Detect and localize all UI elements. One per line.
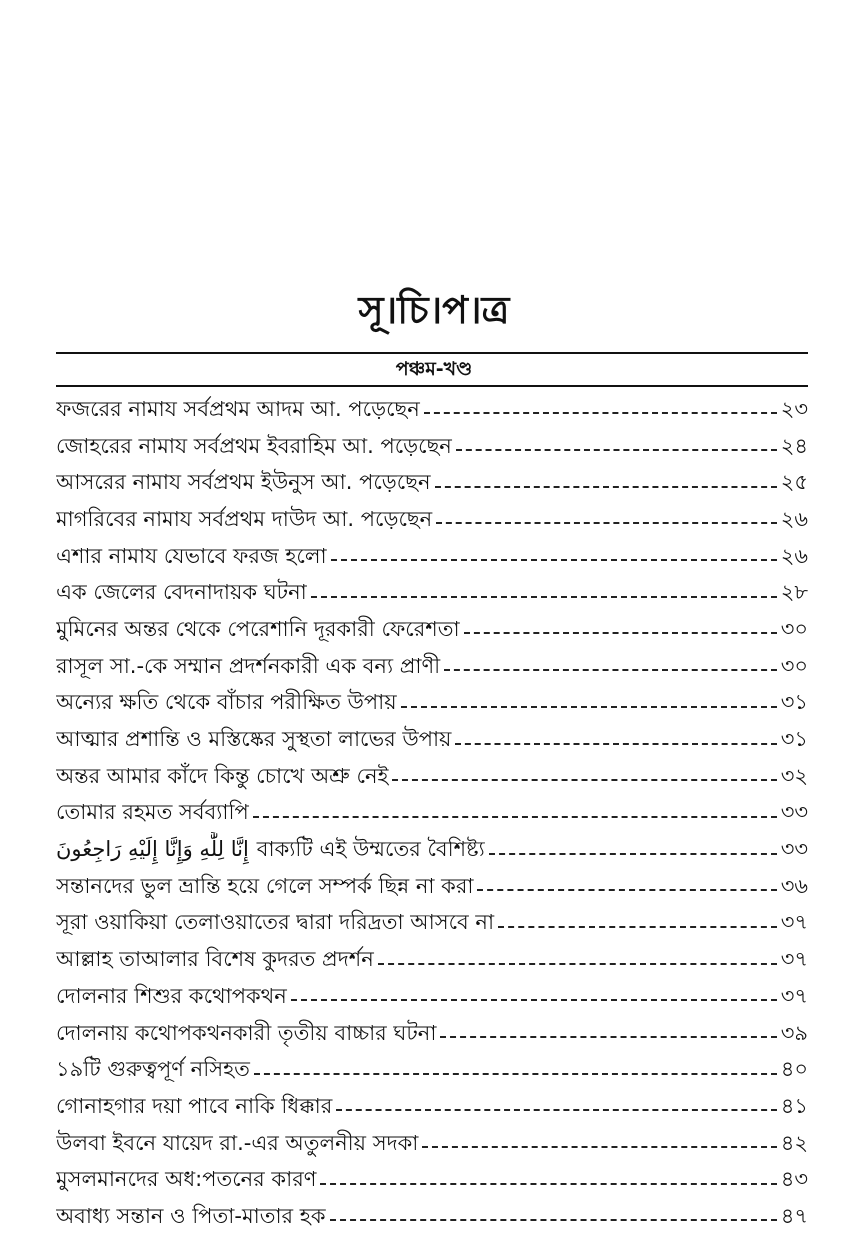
toc-entry-text: মুমিনের অন্তর থেকে পেরেশানি দূরকারী ফেরেশতা (56, 616, 460, 641)
toc-entry-text: আত্মার প্রশান্তি ও মস্তিষ্কের সুস্থতা লাভের উপায় (56, 727, 452, 752)
toc-entry-text: দোলনার শিশুর কথোপকথন (56, 983, 287, 1008)
toc-entry-text: রাসূল সা.-কে সম্মান প্রদর্শনকারী এক বন্য প্রাণী (56, 653, 441, 678)
page-title: সূ।চি।প।ত্র (358, 288, 510, 332)
toc-entry-text: ১৯টি গুরুত্বপূর্ণ নসিহত (56, 1057, 250, 1082)
toc-entry (56, 1052, 808, 1089)
toc-entry-page: ৪৭ (780, 1203, 808, 1228)
dot-leader (331, 559, 777, 561)
dot-leader (320, 1183, 776, 1185)
toc-entry (56, 686, 808, 723)
toc-entry (56, 392, 808, 429)
toc-entry (56, 832, 808, 869)
toc-entry (56, 796, 808, 833)
toc-entry-page: ৩৯ (780, 1020, 808, 1045)
toc-entry-page: ২৪ (780, 433, 808, 458)
toc-entry-page: ৩০ (780, 653, 808, 678)
toc-entry-title (56, 906, 494, 941)
toc-entry-page: ২৮ (780, 580, 808, 605)
section-heading: পঞ্চম-খণ্ড (395, 358, 473, 380)
toc-entry-page: ৩৩ (780, 800, 808, 825)
dot-leader (440, 1036, 776, 1038)
toc-entry-text: উলবা ইবনে যায়েদ রা.-এর অতুলনীয় সদকা (56, 1130, 419, 1155)
toc-entry-title (56, 393, 420, 428)
toc-entry-page: ৩১ (780, 690, 808, 715)
toc-entry-title (56, 540, 327, 575)
toc-entry-page: ৩০ (780, 616, 808, 641)
toc-entry-title (56, 760, 388, 795)
toc-entry-page: ৪২ (780, 1130, 808, 1155)
toc-entry-title (56, 980, 287, 1015)
dot-leader (291, 999, 777, 1001)
toc-entry-page: ২৩ (780, 396, 808, 421)
toc-entry (56, 869, 808, 906)
dot-leader (455, 743, 776, 745)
toc-entry (56, 1016, 808, 1053)
toc-entry-page: ২৬ (780, 506, 808, 531)
toc-entry-title (56, 576, 307, 611)
dot-leader (464, 632, 777, 634)
toc-entry-title (56, 870, 473, 905)
toc-entry-page: ৩৭ (780, 910, 808, 935)
toc-entry-title (56, 833, 485, 868)
toc-entry (56, 759, 808, 796)
toc-entry-title (56, 1127, 418, 1162)
toc-entry-text: বাক্যটি এই উম্মতের বৈশিষ্ট্য (256, 837, 485, 862)
toc-entry-text: আল্লাহ তাআলার বিশেষ কুদরত প্রদর্শন (56, 947, 374, 972)
toc-entry (56, 575, 808, 612)
dot-leader (392, 779, 776, 781)
dot-leader (435, 486, 777, 488)
toc-entry-text: অন্যের ক্ষতি থেকে বাঁচার পরীক্ষিত উপায় (56, 690, 397, 715)
toc-entry-page: ৩১ (780, 727, 808, 752)
toc-entry-page: ২৫ (780, 470, 808, 495)
toc-entry (56, 979, 808, 1016)
toc-entry-page: ৪০ (780, 1057, 808, 1082)
toc-entry-text: এশার নামায যেভাবে ফরজ হলো (56, 543, 327, 568)
dot-leader (254, 1073, 777, 1075)
toc-list (56, 392, 808, 1236)
dot-leader (424, 412, 777, 414)
toc-entry-text: দোলনায় কথোপকথনকারী তৃতীয় বাচ্চার ঘটনা (56, 1020, 437, 1045)
toc-entry-title (56, 613, 460, 648)
toc-entry-page: ৩২ (780, 763, 808, 788)
toc-entry-title (56, 1200, 326, 1235)
toc-entry-title (56, 1017, 436, 1052)
dot-leader (330, 1219, 777, 1221)
toc-entry (56, 502, 808, 539)
dot-leader (253, 816, 777, 818)
toc-entry (56, 649, 808, 686)
toc-entry-text: জোহরের নামায সর্বপ্রথম ইবরাহিম আ. পড়েছেন (56, 433, 452, 458)
toc-entry-title (56, 466, 431, 501)
toc-entry-title (56, 1163, 316, 1198)
toc-entry (56, 1089, 808, 1126)
toc-entry-page: ৩৭ (780, 947, 808, 972)
toc-entry (56, 465, 808, 502)
toc-entry-page: ২৬ (780, 543, 808, 568)
dot-leader (436, 522, 777, 524)
dot-leader (489, 853, 777, 855)
toc-entry (56, 1126, 808, 1163)
dot-leader (456, 449, 777, 451)
dot-leader (422, 1146, 776, 1148)
toc-entry (56, 539, 808, 576)
toc-entry (56, 722, 808, 759)
dot-leader (477, 889, 776, 891)
toc-entry-title (56, 723, 451, 758)
toc-entry-text: আসরের নামায সর্বপ্রথম ইউনুস আ. পড়েছেন (56, 470, 431, 495)
toc-entry-text: সন্তানদের ভুল ভ্রান্তি হয়ে গেলে সম্পর্ক ছিন্ন না করা (56, 873, 474, 898)
toc-entry (56, 1162, 808, 1199)
toc-entry-text: ফজরের নামায সর্বপ্রথম আদম আ. পড়েছেন (56, 396, 420, 421)
dot-leader (444, 669, 776, 671)
dot-leader (498, 926, 777, 928)
toc-entry (56, 429, 808, 466)
toc-entry-text: মুসলমানদের অধ:পতনের কারণ (56, 1167, 317, 1192)
toc-entry-title (56, 503, 432, 538)
toc-entry-title (56, 796, 249, 831)
toc-entry-title (56, 1053, 250, 1088)
toc-entry (56, 612, 808, 649)
toc-entry-text: মাগরিবের নামায সর্বপ্রথম দাউদ আ. পড়েছেন (56, 506, 433, 531)
dot-leader (401, 706, 777, 708)
toc-entry-page: ৪৩ (780, 1167, 808, 1192)
toc-entry-text: অন্তর আমার কাঁদে কিন্তু চোখে অশ্রু নেই (56, 763, 389, 788)
toc-entry-text: গোনাহগার দয়া পাবে নাকি ধিক্কার (56, 1093, 333, 1118)
toc-entry-title (56, 1090, 332, 1125)
toc-entry-text: সূরা ওয়াকিয়া তেলাওয়াতের দ্বারা দরিদ্রতা আসবে না (56, 910, 495, 935)
toc-entry-text: অবাধ্য সন্তান ও পিতা-মাতার হক (56, 1203, 326, 1228)
dot-leader (336, 1109, 776, 1111)
toc-entry-page: ৩৬ (780, 873, 808, 898)
toc-entry-page: ৩৩ (780, 837, 808, 862)
arabic-phrase: إِنَّا لِلَّٰهِ وَإِنَّا إِلَيْهِ رَاجِعُونَ (56, 837, 249, 862)
toc-entry-title (56, 943, 374, 978)
toc-entry (56, 942, 808, 979)
toc-entry-title (56, 686, 397, 721)
toc-entry-page: ৪১ (780, 1093, 808, 1118)
toc-entry-text: তোমার রহমত সর্বব্যাপি (56, 800, 249, 825)
dot-leader (311, 596, 777, 598)
divider-bottom (56, 385, 808, 387)
toc-entry-text: এক জেলের বেদনাদায়ক ঘটনা (56, 580, 307, 605)
toc-entry-title (56, 650, 440, 685)
toc-entry (56, 906, 808, 943)
toc-entry (56, 1199, 808, 1236)
toc-entry-page: ৩৭ (780, 983, 808, 1008)
dot-leader (378, 963, 777, 965)
toc-entry-title (56, 430, 452, 465)
